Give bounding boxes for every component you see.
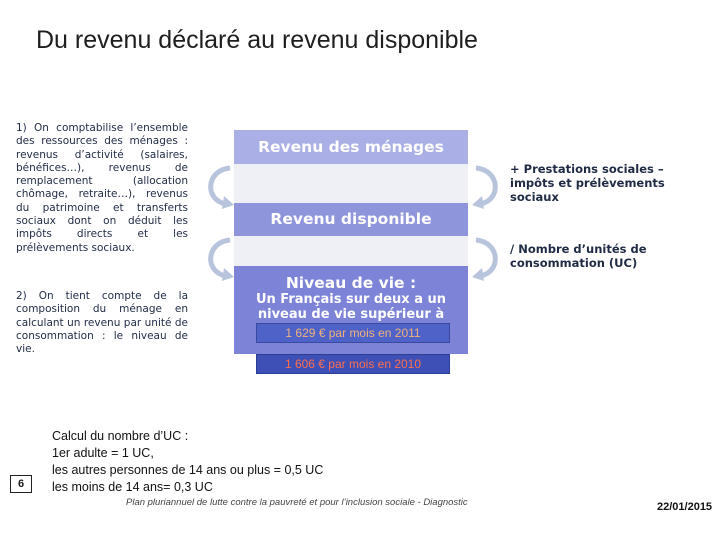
lane-top: [234, 164, 468, 203]
note-prestations: + Prestations sociales – impôts et prélèvements sociaux: [510, 162, 665, 204]
niveau-de-vie-title: Niveau de vie :: [285, 274, 417, 292]
curved-arrow-left-icon: [200, 234, 236, 282]
amount-2011: 1 629 € par mois en 2011: [256, 323, 450, 343]
footer-date: 22/01/2015: [657, 501, 713, 513]
page-number: 6: [10, 475, 32, 493]
box-revenu-menages: Revenu des ménages: [234, 130, 468, 164]
curved-arrow-left-icon: [200, 162, 236, 210]
footer-text: Plan pluriannuel de lutte contre la pauvreté et pour l’inclusion sociale - Diagnostic: [126, 497, 468, 508]
amount-2010: 1 606 € par mois en 2010: [256, 354, 450, 374]
calcul-uc-title: Calcul du nombre d’UC :: [52, 429, 189, 443]
note-composition: 2) On tient compte de la composition du ménage en calculant un revenu par unité de consommation : le niveau de vie.: [16, 290, 188, 356]
calcul-uc-14-plus: les autres personnes de 14 ans ou plus = 0,5 UC: [52, 463, 324, 477]
curved-arrow-right-icon: [470, 234, 506, 282]
niveau-de-vie-text: Un Français sur deux a un niveau de vie supérieur à: [255, 292, 447, 322]
calcul-uc-adulte: 1er adulte = 1 UC,: [52, 446, 154, 460]
note-ressources: 1) On comptabilise l’ensemble des ressources des ménages : revenus d’activité (salaires, bénéfices…), revenus de remplacement (allocation chômage, retraite…), revenus du patrimoine et transferts sociaux dont on déduit les impôts directs et les prélèvements sociaux.: [16, 122, 188, 254]
box-revenu-disponible: Revenu disponible: [234, 203, 468, 236]
lane-middle: [234, 236, 468, 266]
calcul-uc-moins-14: les moins de 14 ans= 0,3 UC: [52, 480, 213, 494]
curved-arrow-right-icon: [470, 162, 506, 210]
calcul-uc: [52, 428, 323, 496]
slide-title: Du revenu déclaré au revenu disponible: [36, 26, 478, 54]
note-unites-consommation: / Nombre d’unités de consommation (UC): [510, 242, 647, 270]
